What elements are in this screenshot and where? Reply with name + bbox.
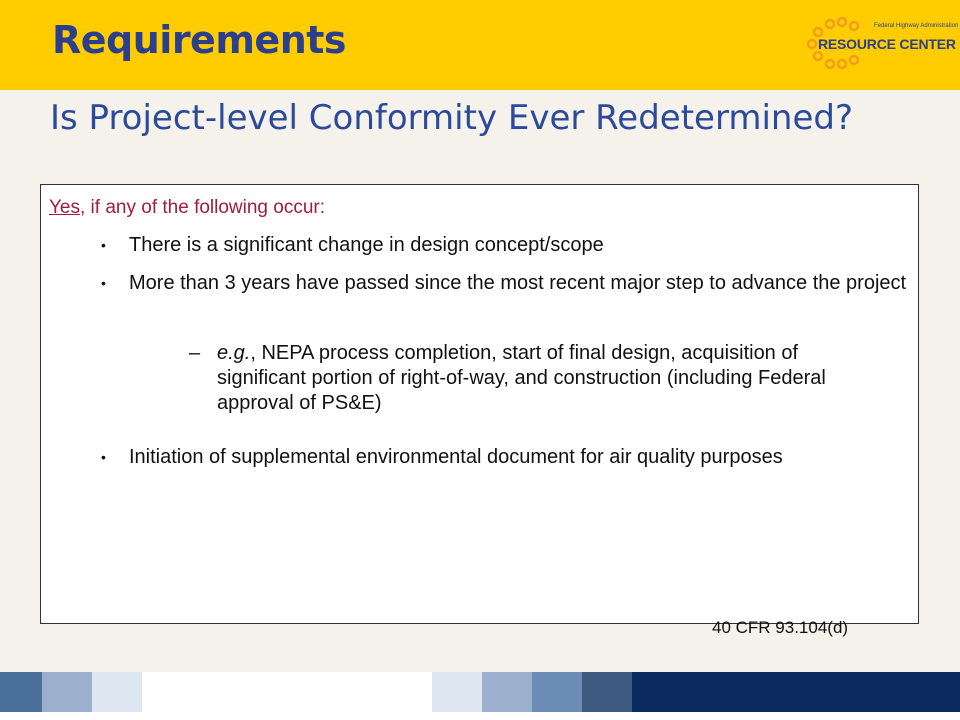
citation: 40 CFR 93.104(d) bbox=[712, 618, 849, 637]
footer-block bbox=[42, 672, 92, 712]
footer-block bbox=[632, 672, 960, 712]
bullet-item bbox=[101, 445, 919, 470]
bullet-item bbox=[101, 233, 919, 258]
footer-block bbox=[92, 672, 142, 712]
intro-lead: Yes bbox=[49, 197, 80, 218]
logo-agency-text: Federal Highway Administration bbox=[874, 23, 959, 29]
bullet-dot-icon: • bbox=[101, 275, 106, 291]
intro-line bbox=[49, 197, 325, 219]
logo-name-text: RESOURCE CENTER bbox=[818, 36, 956, 52]
bullet-item bbox=[101, 271, 919, 296]
intro-rest: , if any of the following occur: bbox=[80, 197, 326, 218]
footer-bar bbox=[0, 672, 960, 712]
slide-subtitle: Is Project-level Conformity Ever Redetermined? bbox=[50, 98, 853, 138]
footer-block bbox=[0, 672, 42, 712]
bullet-text: More than 3 years have passed since the most recent major step to advance the project bbox=[129, 272, 907, 294]
sub-bullet-item bbox=[189, 341, 877, 416]
footer-line bbox=[0, 712, 960, 720]
sub-bullet-lead: e.g. bbox=[217, 342, 251, 364]
sub-bullet-text: , NEPA process completion, start of final design, acquisition of significant portion of right-of-way, and construction (including Federal approval of PS&E) bbox=[217, 342, 826, 414]
footer-block bbox=[482, 672, 532, 712]
bullet-dot-icon: • bbox=[101, 237, 106, 253]
bullet-dot-icon: • bbox=[101, 449, 106, 465]
resource-center-logo bbox=[800, 16, 959, 72]
footer-block bbox=[432, 672, 482, 712]
footer-block bbox=[142, 672, 432, 712]
page-title: Requirements bbox=[52, 18, 347, 62]
footer-block bbox=[582, 672, 632, 712]
footer-block bbox=[532, 672, 582, 712]
bullet-text: There is a significant change in design concept/scope bbox=[129, 234, 604, 256]
bullet-text: Initiation of supplemental environmental document for air quality purposes bbox=[129, 446, 783, 468]
header-bar bbox=[0, 0, 960, 90]
content-box bbox=[40, 184, 919, 624]
dash-icon: – bbox=[189, 342, 201, 364]
